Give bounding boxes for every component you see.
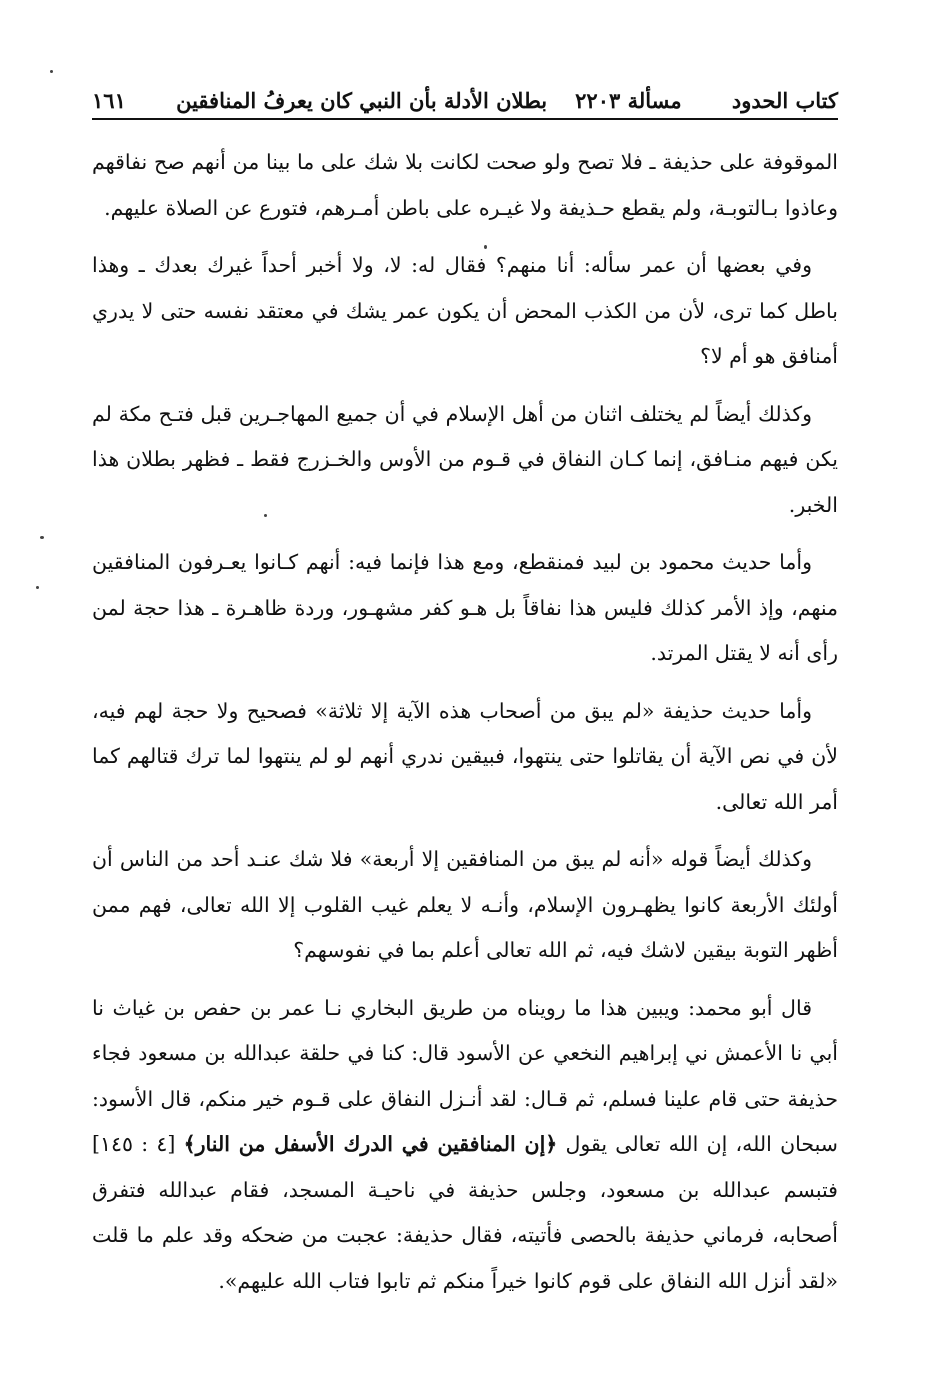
- scan-speck: [264, 514, 267, 517]
- paragraph-4: وأما حديث محمود بن لبيد فمنقطع، ومع هذا فإنما فيه: أنهم كـانوا يعـرفون المنافقين منهم، وإذ الأمر كذلك فليس هذا نفاقاً بل هـو كفر مشهـور، وردة ظاهـرة ـ هذا حجة لمن رأى أنه لا يقتل المرتد.: [92, 550, 838, 665]
- scan-speck: [40, 536, 44, 539]
- page-number: ١٦١: [92, 88, 126, 113]
- header-center: [176, 84, 682, 118]
- page-body: [92, 140, 838, 1304]
- book-title: كتاب الحدود: [731, 88, 838, 113]
- issue-number: مسألة ٢٢٠٣: [575, 88, 682, 113]
- paragraph-7-before: قال أبو محمد: ويبين هذا ما رويناه من طريق البخاري نـا عمر بن حفص بن غياث نا أبي نا الأعمش ني إبراهيم النخعي عن الأسود قال: كنا في حلقة عبدالله بن مسعود فجاء حذيفة حتى قام علينا فسلم، ثم قـال: لقد أنـزل النفاق على قـوم خير منكم، قال الأسود: سبحان الله، إن الله تعالى يقول: [92, 995, 838, 1156]
- quran-verse: ﴿إن المنافقين في الدرك الأسفل من النار﴾: [183, 1132, 558, 1156]
- scan-speck: [50, 70, 53, 73]
- paragraph-3: وكذلك أيضاً لم يختلف اثنان من أهل الإسلام في أن جميع المهاجـرين قبل فتـح مكة لم يكن فيهم منـافق، إنما كـان النفاق في قـوم من الأوس والخـزرج فقط ـ فظهر بطلان هذا الخبر.: [92, 401, 838, 517]
- paragraph-7-after: [٤ : ١٤٥] فتبسم عبدالله بن مسعود، وجلس حذيفة في ناحيـة المسجد، فقام عبدالله فتفرق أصحابه، فرماني حذيفة بالحصى فأتيته، فقال حذيفة: عجبت من ضحكه وقد علم ما قلت «لقد أنزل الله النفاق على قوم كانوا خيراً منكم ثم تابوا فتاب الله عليهم».: [92, 1132, 838, 1293]
- running-header: [92, 82, 838, 120]
- paragraph-7: [92, 986, 838, 1305]
- paragraph-5: وأما حديث حذيفة «لم يبق من أصحاب هذه الآية إلا ثلاثة» فصحيح ولا حجة لهم فيه، لأن في نص الآية أن يقاتلوا حتى ينتهوا، فبيقين ندري أنهم لو لم ينتهوا لما ترك قتالهم كما أمر الله تعالى.: [92, 698, 838, 814]
- book-page: [92, 82, 838, 1332]
- paragraph-2: وفي بعضها أن عمر سأله: أنا منهم؟ فقال له: لا، ولا أخبر أحداً غيرك بعدك ـ وهذا باطل كما ترى، لأن من الكذب المحض أن يكون عمر يشك في معتقد نفسه حتى لا يدري أمنافق هو أم لا؟: [92, 253, 838, 368]
- paragraph-6: وكذلك أيضاً قوله «أنه لم يبق من المنافقين إلا أربعة» فلا شك عنـد أحد من الناس أن أولئك الأربعة كانوا يظهـرون الإسلام، وأنـه لا يعلم غيب القلوب إلا الله تعالى، فهم ممن أظهر التوبة بيقين لاشك فيه، ثم الله تعالى أعلم بما في نفوسهم؟: [92, 847, 838, 962]
- paragraph-1: الموقوفة على حذيفة ـ فلا تصح ولو صحت لكانت بلا شك على ما بينا من أنهم صح نفاقهم وعاذوا بـالتوبـة، ولم يقطع حـذيفة ولا غيـره على باطن أمـرهم، فتورع عن الصلاة عليهم.: [92, 150, 838, 220]
- scan-speck: [484, 245, 487, 249]
- scan-speck: [36, 586, 39, 589]
- issue-topic: بطلان الأدلة بأن النبي كان يعرفُ المنافقين: [176, 88, 548, 113]
